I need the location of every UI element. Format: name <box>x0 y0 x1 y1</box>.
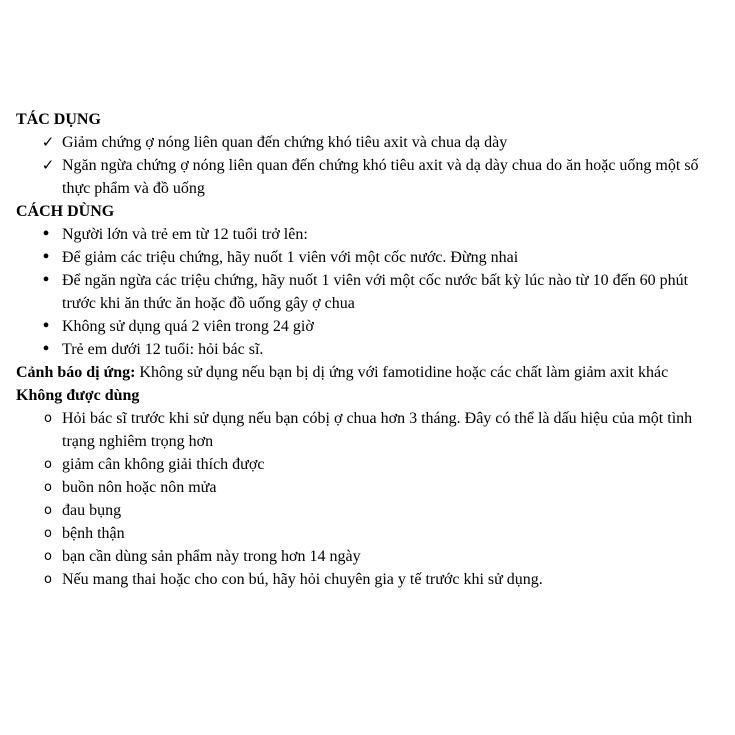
checkmark-icon: ✓ <box>41 133 55 151</box>
list-tac-dung <box>16 131 721 200</box>
heading-khong-duoc-dung: Không được dùng <box>16 387 140 404</box>
list-khong-duoc-dung <box>16 407 721 591</box>
list-item: o bệnh thận <box>16 522 721 545</box>
circle-bullet-icon: o <box>44 457 52 472</box>
list-cach-dung <box>16 223 721 361</box>
allergy-warning-label: Cảnh báo dị ứng: <box>16 364 136 381</box>
bullet-icon: • <box>42 338 50 360</box>
allergy-warning-text: Không sử dụng nếu bạn bị dị ứng với famotidine hoặc các chất làm giảm axit khác <box>135 364 669 381</box>
bullet-icon: • <box>42 315 50 337</box>
list-item: • Để giảm các triệu chứng, hãy nuốt 1 viên với một cốc nước. Đừng nhai <box>16 246 721 269</box>
document-body <box>16 108 721 591</box>
heading-cach-dung: CÁCH DÙNG <box>16 203 115 220</box>
list-item: o bạn cần dùng sản phẩm này trong hơn 14 ngày <box>16 545 721 568</box>
heading-tac-dung: TÁC DỤNG <box>16 111 101 128</box>
circle-bullet-icon: o <box>44 480 52 495</box>
circle-bullet-icon: o <box>44 503 52 518</box>
list-item: ✓ Ngăn ngừa chứng ợ nóng liên quan đến chứng khó tiêu axit và dạ dày chua do ăn hoặc uống một số thực phẩm và đồ uống <box>16 154 721 200</box>
list-item: • Trẻ em dưới 12 tuổi: hỏi bác sĩ. <box>16 338 721 361</box>
circle-bullet-icon: o <box>44 549 52 564</box>
list-item: o buồn nôn hoặc nôn mửa <box>16 476 721 499</box>
list-item: o Nếu mang thai hoặc cho con bú, hãy hỏi chuyên gia y tế trước khi sử dụng. <box>16 568 721 591</box>
bullet-icon: • <box>42 269 50 291</box>
list-item: ✓ Giảm chứng ợ nóng liên quan đến chứng khó tiêu axit và chua dạ dày <box>16 131 721 154</box>
list-item: o Hỏi bác sĩ trước khi sử dụng nếu bạn cóbị ợ chua hơn 3 tháng. Đây có thể là dấu hiệu của một tình trạng nghiêm trọng hơn <box>16 407 721 453</box>
checkmark-icon: ✓ <box>41 156 55 174</box>
bullet-icon: • <box>42 246 50 268</box>
list-item: o đau bụng <box>16 499 721 522</box>
circle-bullet-icon: o <box>44 411 52 426</box>
circle-bullet-icon: o <box>44 572 52 587</box>
allergy-warning <box>16 361 721 384</box>
list-item: • Để ngăn ngừa các triệu chứng, hãy nuốt 1 viên với một cốc nước bất kỳ lúc nào từ 10 đến 60 phút trước khi ăn thức ăn hoặc đồ uống gây ợ chua <box>16 269 721 315</box>
list-item: o giảm cân không giải thích được <box>16 453 721 476</box>
list-item: • Không sử dụng quá 2 viên trong 24 giờ <box>16 315 721 338</box>
bullet-icon: • <box>42 223 50 245</box>
circle-bullet-icon: o <box>44 526 52 541</box>
list-item: • Người lớn và trẻ em từ 12 tuổi trở lên: <box>16 223 721 246</box>
